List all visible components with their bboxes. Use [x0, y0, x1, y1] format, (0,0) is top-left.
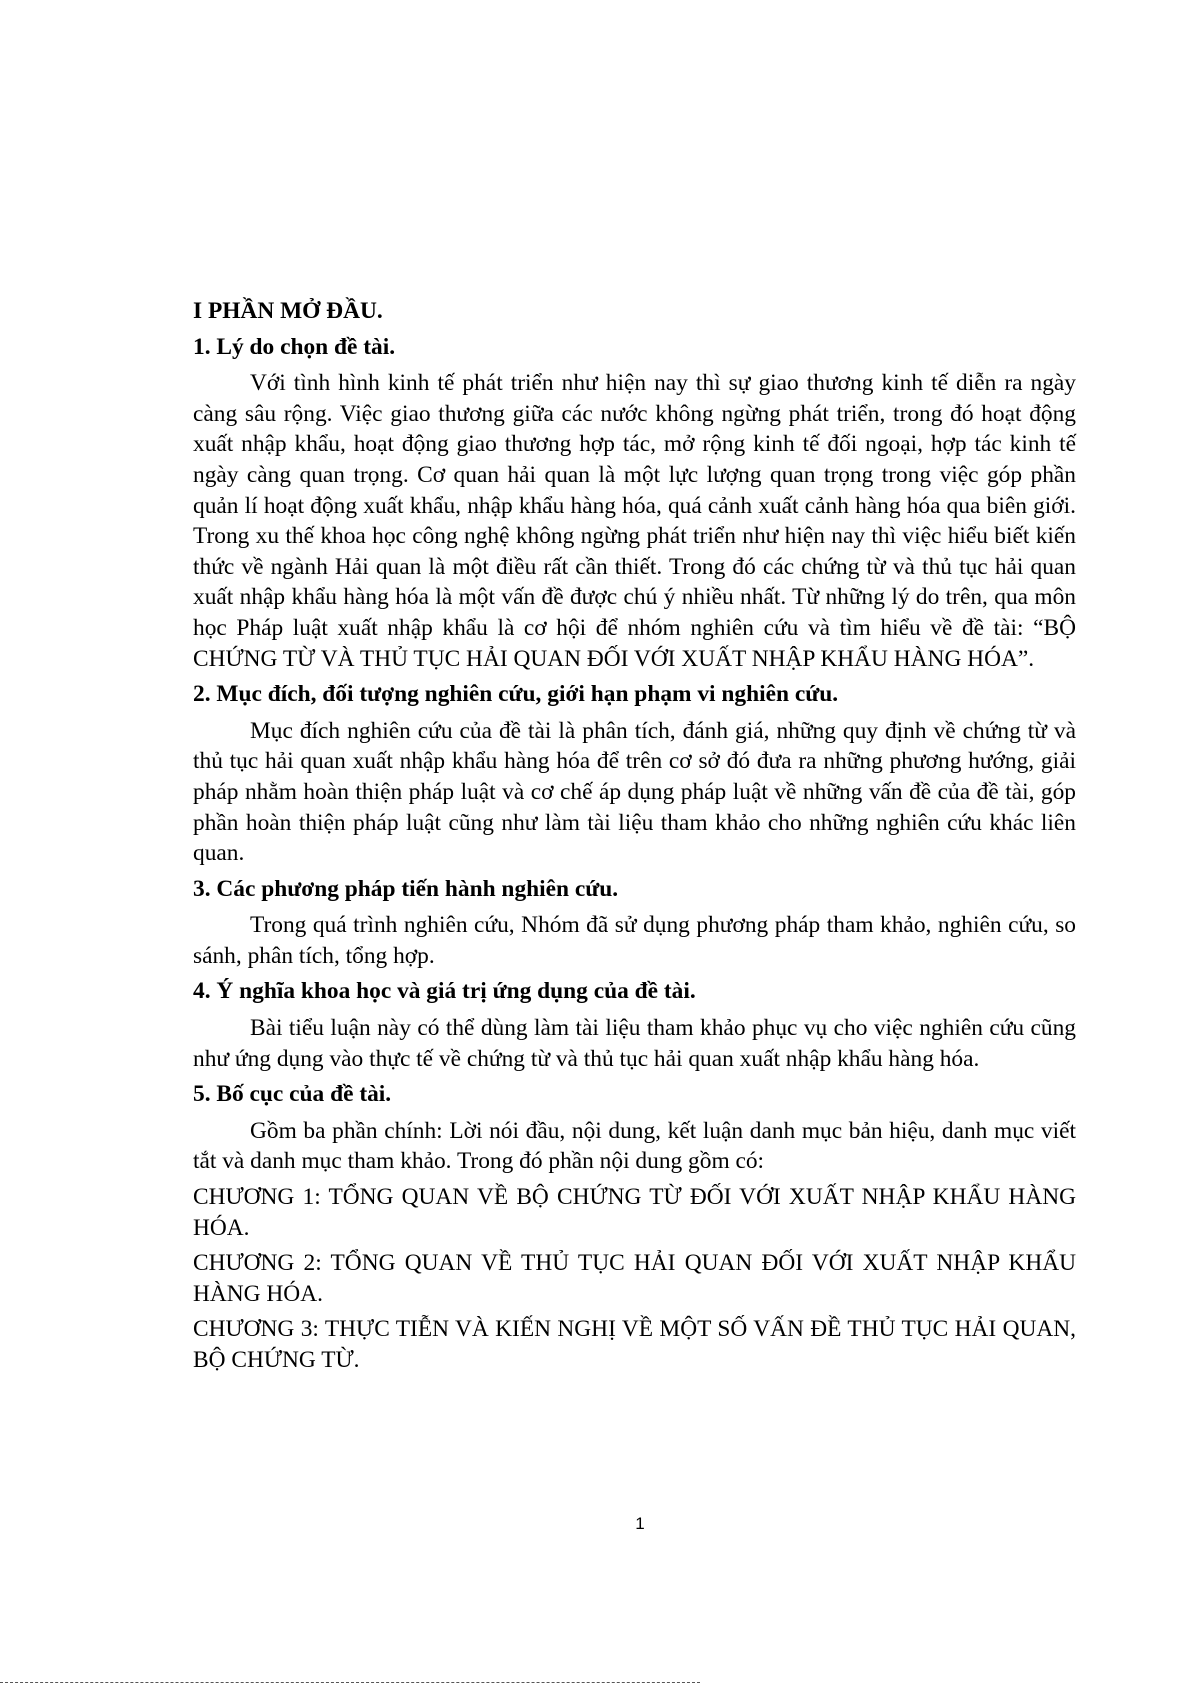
- section-3-paragraph: Trong quá trình nghiên cứu, Nhóm đã sử dụng phương pháp tham khảo, nghiên cứu, so sánh, phân tích, tổng hợp.: [193, 912, 1076, 969]
- section-4-title: 4. Ý nghĩa khoa học và giá trị ứng dụng của đề tài.: [193, 978, 696, 1005]
- chapter-3-line: CHƯƠNG 3: THỰC TIỄN VÀ KIẾN NGHỊ VỀ MỘT SỐ VẤN ĐỀ THỦ TỤC HẢI QUAN, BỘ CHỨNG TỪ.: [193, 1316, 1076, 1373]
- part-title: I PHẦN MỞ ĐẦU.: [193, 298, 383, 324]
- section-5-paragraph: Gồm ba phần chính: Lời nói đầu, nội dung, kết luận danh mục bản hiệu, danh mục viết tắt và danh mục tham khảo. Trong đó phần nội dung gồm có:: [193, 1117, 1076, 1175]
- page-content: [193, 296, 1076, 1381]
- chapter-2-line: CHƯƠNG 2: TỔNG QUAN VỀ THỦ TỤC HẢI QUAN ĐỐI VỚI XUẤT NHẬP KHẨU HÀNG HÓA.: [193, 1250, 1076, 1307]
- section-1-paragraph: Với tình hình kinh tế phát triển như hiện nay thì sự giao thương kinh tế diễn ra ngày càng sâu rộng. Việc giao thương giữa các nước không ngừng phát triển, trong đó hoạt động xuất nhập khẩu, hoạt động giao thương hợp tác, mở rộng kinh tế đối ngoại, hợp tác kinh tế ngày càng quan trọng. Cơ quan hải quan là một lực lượng quan trọng trong việc góp phần quản lí hoạt động xuất khẩu, nhập khẩu hàng hóa, quá cảnh xuất cảnh hàng hóa qua biên giới. Trong xu thế khoa học công nghệ không ngừng phát triển như hiện nay thì việc hiểu biết kiến thức về ngành Hải quan là một điều rất cần thiết. Trong đó các chứng từ và thủ tục hải quan xuất nhập khẩu hàng hóa là một vấn đề được chú ý nhiều nhất. Từ những lý do trên, qua môn học Pháp luật xuất nhập khẩu là cơ hội để nhóm nghiên cứu và tìm hiểu về đề tài: “BỘ CHỨNG TỪ VÀ THỦ TỤC HẢI QUAN ĐỐI VỚI XUẤT NHẬP KHẨU HÀNG HÓA”.: [193, 370, 1076, 672]
- footer-rule: [0, 1682, 700, 1683]
- section-2-paragraph: Mục đích nghiên cứu của đề tài là phân tích, đánh giá, những quy định về chứng từ và thủ tục hải quan xuất nhập khẩu hàng hóa để trên cơ sở đó đưa ra những phương hướng, giải pháp nhằm hoàn thiện pháp luật và cơ chế áp dụng pháp luật về những vấn đề của đề tài, góp phần hoàn thiện pháp luật cũng như làm tài liệu tham khảo cho những nghiên cứu khác liên quan.: [193, 717, 1076, 867]
- section-3-title: 3. Các phương pháp tiến hành nghiên cứu.: [193, 875, 619, 902]
- chapter-1-line: CHƯƠNG 1: TỔNG QUAN VỀ BỘ CHỨNG TỪ ĐỐI VỚI XUẤT NHẬP KHẨU HÀNG HÓA.: [193, 1184, 1076, 1241]
- section-1-title: 1. Lý do chọn đề tài.: [193, 333, 396, 360]
- section-2-title: 2. Mục đích, đối tượng nghiên cứu, giới hạn phạm vi nghiên cứu.: [193, 681, 839, 708]
- section-4-paragraph: Bài tiểu luận này có thể dùng làm tài liệu tham khảo phục vụ cho việc nghiên cứu cũng như ứng dụng vào thực tế về chứng từ và thủ tục hải quan xuất nhập khẩu hàng hóa.: [193, 1015, 1076, 1072]
- page-number: 1: [635, 1514, 645, 1533]
- section-5-title: 5. Bố cục của đề tài.: [193, 1081, 392, 1108]
